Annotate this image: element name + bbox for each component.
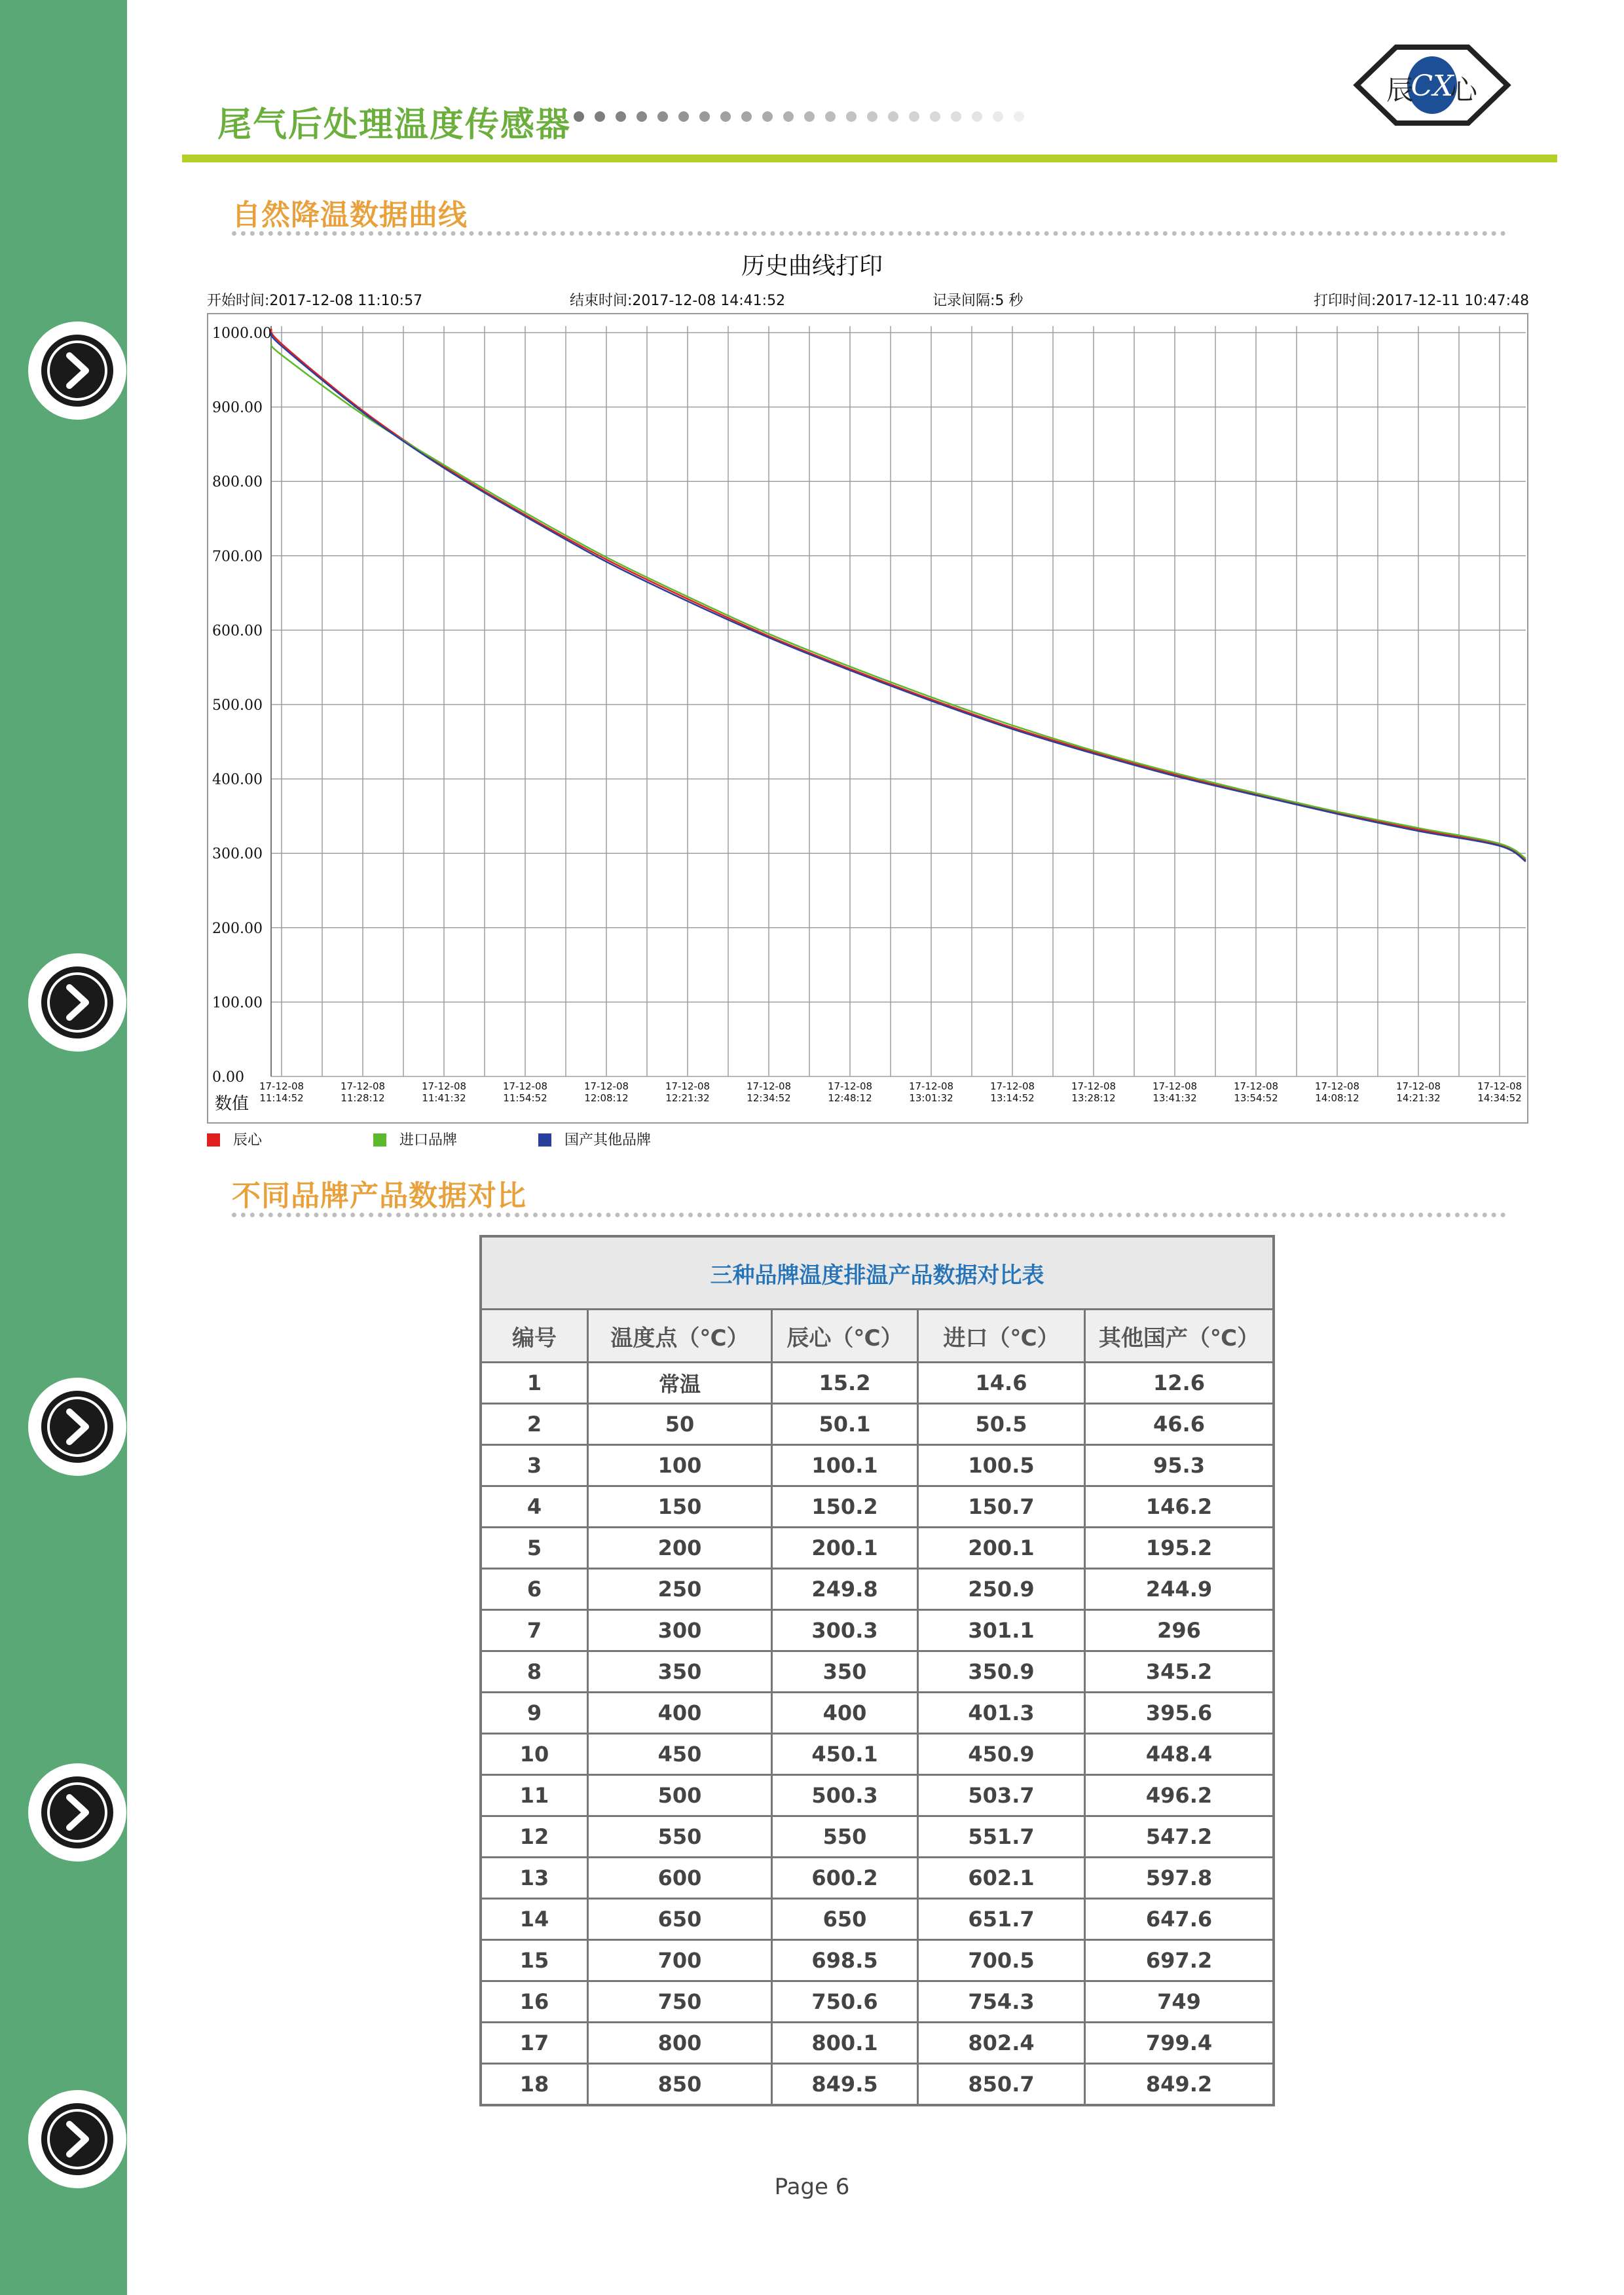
x-tick-label: 11:28:12 bbox=[341, 1092, 385, 1104]
leader-dot bbox=[720, 111, 731, 122]
table-cell: 800 bbox=[588, 2023, 772, 2064]
table-cell: 249.8 bbox=[772, 1569, 918, 1610]
table-cell: 500.3 bbox=[772, 1775, 918, 1816]
comparison-table bbox=[479, 1235, 1275, 2106]
table-cell: 13 bbox=[481, 1858, 588, 1899]
table-cell: 300 bbox=[588, 1610, 772, 1651]
chart-end-time: 结束时间:2017-12-08 14:41:52 bbox=[570, 293, 786, 309]
x-tick-label: 17-12-08 bbox=[989, 1080, 1035, 1092]
chevron-right-circle-icon[interactable] bbox=[28, 321, 126, 420]
logo-center-mark: CX bbox=[1411, 69, 1454, 103]
table-cell: 697.2 bbox=[1085, 1940, 1274, 1981]
legend-swatch bbox=[207, 1133, 220, 1147]
table-cell: 350 bbox=[772, 1651, 918, 1693]
y-tick-label: 400.00 bbox=[212, 771, 263, 788]
table-cell: 11 bbox=[481, 1775, 588, 1816]
table-row bbox=[481, 1404, 1274, 1445]
leader-dot bbox=[1014, 111, 1024, 122]
table-cell: 800.1 bbox=[772, 2023, 918, 2064]
table-cell: 651.7 bbox=[918, 1899, 1085, 1940]
legend-label: 辰心 bbox=[233, 1132, 263, 1148]
table-cell: 850 bbox=[588, 2064, 772, 2106]
table-cell: 150.7 bbox=[918, 1486, 1085, 1528]
x-tick-label: 13:54:52 bbox=[1234, 1092, 1278, 1104]
leader-dot bbox=[951, 111, 961, 122]
table-cell: 450 bbox=[588, 1734, 772, 1775]
cooling-curve-chart bbox=[207, 313, 1528, 1124]
table-header-cell: 进口（℃） bbox=[918, 1310, 1085, 1363]
y-tick-label: 500.00 bbox=[212, 697, 263, 714]
table-caption: 三种品牌温度排温产品数据对比表 bbox=[481, 1236, 1274, 1310]
section-rule bbox=[232, 231, 1506, 236]
table-cell: 849.2 bbox=[1085, 2064, 1274, 2106]
table-cell: 400 bbox=[588, 1693, 772, 1734]
y-tick-label: 600.00 bbox=[212, 623, 263, 640]
table-cell: 300.3 bbox=[772, 1610, 918, 1651]
header-rule bbox=[182, 155, 1557, 162]
x-tick-label: 17-12-08 bbox=[827, 1080, 873, 1092]
table-cell: 296 bbox=[1085, 1610, 1274, 1651]
y-tick-label: 200.00 bbox=[212, 920, 263, 937]
x-tick-label: 11:41:32 bbox=[422, 1092, 466, 1104]
x-tick-label: 17-12-08 bbox=[1071, 1080, 1116, 1092]
x-tick-label: 17-12-08 bbox=[421, 1080, 467, 1092]
leader-dot bbox=[888, 111, 898, 122]
x-tick-label: 11:14:52 bbox=[259, 1092, 304, 1104]
y-tick-label: 900.00 bbox=[212, 399, 263, 416]
x-tick-label: 17-12-08 bbox=[1314, 1080, 1360, 1092]
table-cell: 46.6 bbox=[1085, 1404, 1274, 1445]
table-cell: 12.6 bbox=[1085, 1363, 1274, 1404]
table-cell: 750 bbox=[588, 1981, 772, 2023]
y-tick-label: 0.00 bbox=[212, 1069, 244, 1086]
table-row bbox=[481, 1899, 1274, 1940]
table-cell: 749 bbox=[1085, 1981, 1274, 2023]
table-row bbox=[481, 1445, 1274, 1486]
y-axis-label: 数值 bbox=[215, 1094, 249, 1114]
table-row bbox=[481, 1528, 1274, 1569]
table-cell: 698.5 bbox=[772, 1940, 918, 1981]
table-cell: 496.2 bbox=[1085, 1775, 1274, 1816]
x-tick-label: 14:34:52 bbox=[1477, 1092, 1522, 1104]
table-cell: 4 bbox=[481, 1486, 588, 1528]
logo-right-char: 心 bbox=[1450, 74, 1478, 106]
x-tick-label: 17-12-08 bbox=[908, 1080, 954, 1092]
table-cell: 常温 bbox=[588, 1363, 772, 1404]
table-cell: 50.1 bbox=[772, 1404, 918, 1445]
legend-swatch bbox=[373, 1133, 386, 1147]
table-cell: 600.2 bbox=[772, 1858, 918, 1899]
table-cell: 350 bbox=[588, 1651, 772, 1693]
table-header-cell: 辰心（℃） bbox=[772, 1310, 918, 1363]
table-cell: 602.1 bbox=[918, 1858, 1085, 1899]
table-cell: 7 bbox=[481, 1610, 588, 1651]
page-title: 尾气后处理温度传感器 bbox=[217, 105, 572, 145]
table-cell: 350.9 bbox=[918, 1651, 1085, 1693]
table-cell: 16 bbox=[481, 1981, 588, 2023]
table-cell: 395.6 bbox=[1085, 1693, 1274, 1734]
leader-dot bbox=[993, 111, 1003, 122]
leader-dot bbox=[595, 111, 605, 122]
x-tick-label: 12:34:52 bbox=[747, 1092, 791, 1104]
leader-dot bbox=[574, 111, 584, 122]
table-row bbox=[481, 2023, 1274, 2064]
x-tick-label: 12:48:12 bbox=[828, 1092, 872, 1104]
x-tick-label: 12:21:32 bbox=[665, 1092, 710, 1104]
legend-swatch bbox=[538, 1133, 551, 1147]
legend-item bbox=[373, 1129, 457, 1149]
table-row bbox=[481, 1734, 1274, 1775]
table-row bbox=[481, 1651, 1274, 1693]
leader-dot bbox=[846, 111, 857, 122]
section-title-curve: 自然降温数据曲线 bbox=[232, 198, 468, 232]
table-cell: 17 bbox=[481, 2023, 588, 2064]
table-cell: 95.3 bbox=[1085, 1445, 1274, 1486]
chevron-right-circle-icon[interactable] bbox=[28, 1763, 126, 1862]
table-row bbox=[481, 1486, 1274, 1528]
y-tick-label: 700.00 bbox=[212, 548, 263, 565]
table-cell: 850.7 bbox=[918, 2064, 1085, 2106]
chart-print-time: 打印时间:2017-12-11 10:47:48 bbox=[1314, 293, 1530, 309]
logo-left-char: 辰 bbox=[1386, 74, 1414, 106]
table-cell: 200.1 bbox=[918, 1528, 1085, 1569]
leader-dot bbox=[657, 111, 668, 122]
x-tick-label: 17-12-08 bbox=[259, 1080, 304, 1092]
table-cell: 450.9 bbox=[918, 1734, 1085, 1775]
table-cell: 500 bbox=[588, 1775, 772, 1816]
x-tick-label: 12:08:12 bbox=[584, 1092, 629, 1104]
table-cell: 14.6 bbox=[918, 1363, 1085, 1404]
table-cell: 50 bbox=[588, 1404, 772, 1445]
table-cell: 150.2 bbox=[772, 1486, 918, 1528]
x-tick-label: 17-12-08 bbox=[502, 1080, 548, 1092]
table-cell: 450.1 bbox=[772, 1734, 918, 1775]
legend-item bbox=[207, 1129, 262, 1149]
table-cell: 12 bbox=[481, 1816, 588, 1858]
x-tick-label: 14:08:12 bbox=[1315, 1092, 1359, 1104]
table-cell: 200.1 bbox=[772, 1528, 918, 1569]
table-cell: 547.2 bbox=[1085, 1816, 1274, 1858]
company-logo bbox=[1350, 39, 1514, 131]
table-cell: 802.4 bbox=[918, 2023, 1085, 2064]
x-tick-label: 17-12-08 bbox=[746, 1080, 792, 1092]
legend-item bbox=[538, 1129, 651, 1149]
table-cell: 400 bbox=[772, 1693, 918, 1734]
table-row bbox=[481, 1816, 1274, 1858]
table-cell: 3 bbox=[481, 1445, 588, 1486]
table-cell: 849.5 bbox=[772, 2064, 918, 2106]
table-cell: 650 bbox=[772, 1899, 918, 1940]
table-cell: 150 bbox=[588, 1486, 772, 1528]
leader-dot bbox=[637, 111, 647, 122]
leader-dot bbox=[825, 111, 836, 122]
table-cell: 250 bbox=[588, 1569, 772, 1610]
table-cell: 401.3 bbox=[918, 1693, 1085, 1734]
x-tick-label: 14:21:32 bbox=[1396, 1092, 1441, 1104]
leader-dot bbox=[678, 111, 689, 122]
table-cell: 8 bbox=[481, 1651, 588, 1693]
table-header-cell: 其他国产（℃） bbox=[1085, 1310, 1274, 1363]
table-cell: 9 bbox=[481, 1693, 588, 1734]
table-cell: 15 bbox=[481, 1940, 588, 1981]
table-cell: 550 bbox=[772, 1816, 918, 1858]
chart-record-interval: 记录间隔:5 秒 bbox=[932, 293, 1024, 309]
y-tick-label: 800.00 bbox=[212, 474, 263, 491]
table-cell: 14 bbox=[481, 1899, 588, 1940]
table-cell: 195.2 bbox=[1085, 1528, 1274, 1569]
table-header-cell: 温度点（℃） bbox=[588, 1310, 772, 1363]
table-cell: 650 bbox=[588, 1899, 772, 1940]
table-cell: 647.6 bbox=[1085, 1899, 1274, 1940]
x-tick-label: 13:14:52 bbox=[990, 1092, 1035, 1104]
table-cell: 448.4 bbox=[1085, 1734, 1274, 1775]
table-cell: 6 bbox=[481, 1569, 588, 1610]
x-tick-label: 17-12-08 bbox=[583, 1080, 629, 1092]
leader-dot bbox=[867, 111, 877, 122]
legend-label: 进口品牌 bbox=[399, 1132, 458, 1148]
table-cell: 799.4 bbox=[1085, 2023, 1274, 2064]
legend-label: 国产其他品牌 bbox=[564, 1132, 652, 1148]
chevron-right-circle-icon[interactable] bbox=[28, 953, 126, 1052]
chart-title: 历史曲线打印 bbox=[741, 253, 883, 280]
leader-dot bbox=[762, 111, 773, 122]
table-row bbox=[481, 1775, 1274, 1816]
chevron-right-circle-icon[interactable] bbox=[28, 1378, 126, 1476]
table-cell: 503.7 bbox=[918, 1775, 1085, 1816]
title-dot-leader bbox=[574, 111, 1065, 131]
section-rule bbox=[232, 1213, 1506, 1217]
leader-dot bbox=[930, 111, 940, 122]
x-tick-label: 17-12-08 bbox=[1233, 1080, 1279, 1092]
x-tick-label: 17-12-08 bbox=[340, 1080, 386, 1092]
leader-dot bbox=[616, 111, 626, 122]
leader-dot bbox=[972, 111, 982, 122]
page-number: Page 6 bbox=[774, 2174, 850, 2200]
table-cell: 10 bbox=[481, 1734, 588, 1775]
table-cell: 550 bbox=[588, 1816, 772, 1858]
table-row bbox=[481, 1693, 1274, 1734]
table-cell: 50.5 bbox=[918, 1404, 1085, 1445]
table-cell: 18 bbox=[481, 2064, 588, 2106]
x-tick-label: 17-12-08 bbox=[665, 1080, 710, 1092]
table-cell: 2 bbox=[481, 1404, 588, 1445]
table-cell: 301.1 bbox=[918, 1610, 1085, 1651]
table-cell: 551.7 bbox=[918, 1816, 1085, 1858]
y-tick-label: 100.00 bbox=[212, 995, 263, 1012]
leader-dot bbox=[741, 111, 752, 122]
section-title-compare: 不同品牌产品数据对比 bbox=[232, 1179, 526, 1213]
table-cell: 146.2 bbox=[1085, 1486, 1274, 1528]
y-tick-label: 300.00 bbox=[212, 846, 263, 863]
table-row bbox=[481, 1981, 1274, 2023]
x-tick-label: 17-12-08 bbox=[1395, 1080, 1441, 1092]
table-row bbox=[481, 1610, 1274, 1651]
table-cell: 754.3 bbox=[918, 1981, 1085, 2023]
x-tick-label: 13:28:12 bbox=[1071, 1092, 1116, 1104]
table-cell: 250.9 bbox=[918, 1569, 1085, 1610]
table-cell: 345.2 bbox=[1085, 1651, 1274, 1693]
table-cell: 15.2 bbox=[772, 1363, 918, 1404]
table-row bbox=[481, 1363, 1274, 1404]
table-header-cell: 编号 bbox=[481, 1310, 588, 1363]
y-tick-label: 1000.00 bbox=[212, 325, 272, 342]
table-cell: 200 bbox=[588, 1528, 772, 1569]
x-tick-label: 13:01:32 bbox=[909, 1092, 953, 1104]
leader-dot bbox=[804, 111, 815, 122]
table-cell: 700.5 bbox=[918, 1940, 1085, 1981]
table-cell: 750.6 bbox=[772, 1981, 918, 2023]
table-cell: 600 bbox=[588, 1858, 772, 1899]
x-tick-label: 17-12-08 bbox=[1477, 1080, 1522, 1092]
table-cell: 1 bbox=[481, 1363, 588, 1404]
leader-dot bbox=[909, 111, 919, 122]
table-row bbox=[481, 1569, 1274, 1610]
table-row bbox=[481, 1940, 1274, 1981]
table-cell: 597.8 bbox=[1085, 1858, 1274, 1899]
table-cell: 100 bbox=[588, 1445, 772, 1486]
chart-start-time: 开始时间:2017-12-08 11:10:57 bbox=[207, 293, 423, 309]
x-tick-label: 17-12-08 bbox=[1152, 1080, 1198, 1092]
leader-dot bbox=[783, 111, 794, 122]
table-cell: 244.9 bbox=[1085, 1569, 1274, 1610]
table-row bbox=[481, 2064, 1274, 2106]
table-cell: 5 bbox=[481, 1528, 588, 1569]
x-tick-label: 11:54:52 bbox=[503, 1092, 547, 1104]
leader-dot bbox=[699, 111, 710, 122]
table-cell: 700 bbox=[588, 1940, 772, 1981]
table-cell: 100.5 bbox=[918, 1445, 1085, 1486]
table-cell: 100.1 bbox=[772, 1445, 918, 1486]
x-tick-label: 13:41:32 bbox=[1153, 1092, 1197, 1104]
table-row bbox=[481, 1858, 1274, 1899]
